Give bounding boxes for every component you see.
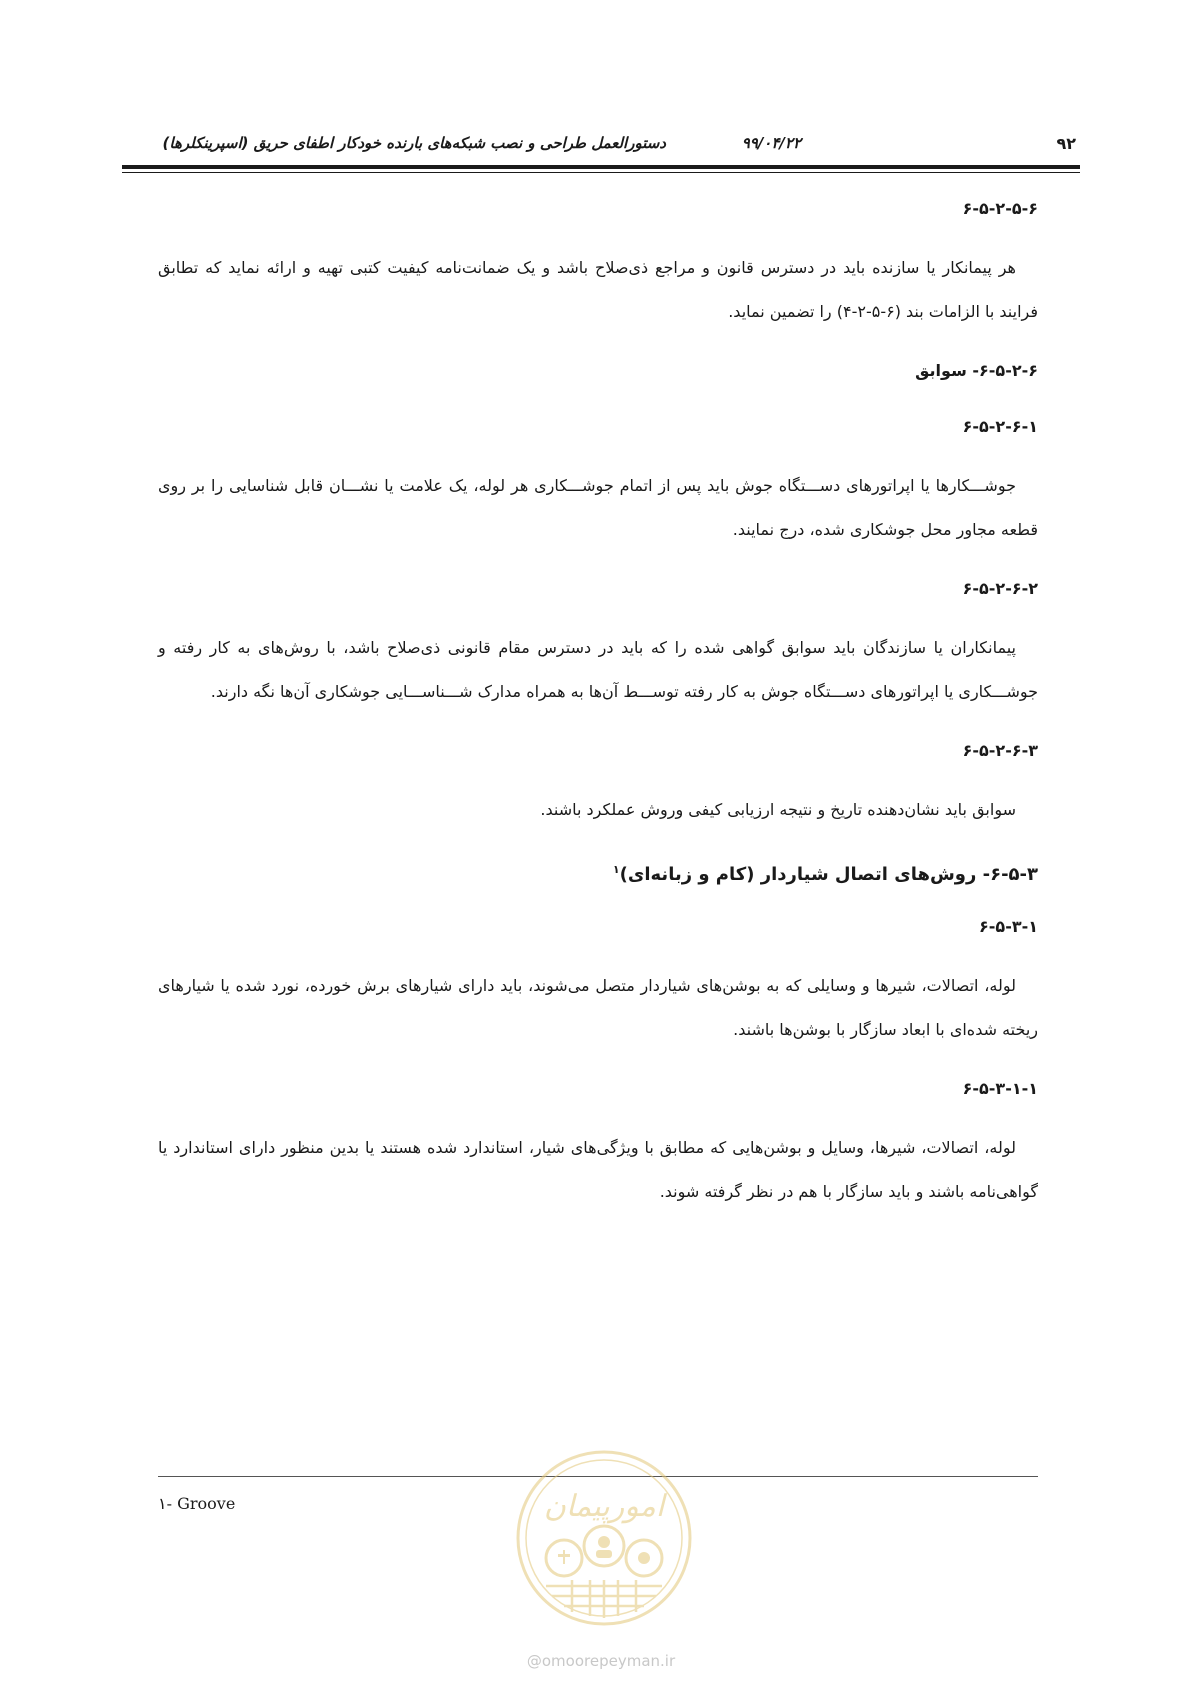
- page-body: [158, 196, 1038, 1238]
- section-number: ۶-۵-۲-۶-۳: [962, 741, 1038, 760]
- watermark-url: @omoorepeyman.ir: [526, 1652, 676, 1670]
- paragraph: لوله، اتصالات، شیرها و وسایلی که به بوشن‌های شیاردار متصل می‌شوند، باید دارای شیارهای برش خورده، نورد شده یا شیارهای ریخته شده‌ای با ابعاد سازگار با بوشن‌ها باشند.: [158, 976, 1038, 1039]
- header-title: دستورالعمل طراحی و نصب شبکه‌های بارنده خودکار اطفای حریق (اسپرینکلرها): [162, 134, 666, 152]
- section-number: ۶-۵-۲-۵-۶: [962, 199, 1038, 218]
- header-rule-thin: [122, 172, 1080, 173]
- section-heading: ۶-۵-۲-۶- سوابق: [915, 361, 1038, 380]
- header-rule-thick: [122, 165, 1080, 169]
- page-number: ۹۲: [1056, 134, 1076, 153]
- paragraph: لوله، اتصالات، شیرها، وسایل و بوشن‌هایی که مطابق با ویژگی‌های شیار، استاندارد شده هستند یا بدین منظور دارای استاندارد یا گواهی‌نامه باشند و باید سازگار با هم در نظر گرفته شوند.: [158, 1138, 1038, 1201]
- footnote-marker: ۱: [612, 863, 620, 876]
- section-heading-text: ۶-۵-۳- روش‌های اتصال شیاردار (کام و زبانه‌ای): [619, 864, 1038, 885]
- watermark-logo-icon: [512, 1446, 696, 1630]
- section-number: ۶-۵-۲-۶-۱: [962, 417, 1038, 436]
- section-number: ۶-۵-۲-۶-۲: [962, 579, 1038, 598]
- section-number: ۶-۵-۳-۱-۱: [962, 1079, 1038, 1098]
- page-header: [128, 128, 1076, 158]
- paragraph: سوابق باید نشان‌دهنده تاریخ و نتیجه ارزیابی کیفی وروش عملکرد باشند.: [540, 800, 1016, 819]
- footnote: ۱- Groove: [158, 1494, 236, 1513]
- watermark-logo-text: امورپیمان: [543, 1489, 665, 1524]
- paragraph: جوشـــکارها یا اپراتورهای دســـتگاه جوش باید پس از اتمام جوشـــکاری هر لوله، یک علامت یا نشـــان قابل شناسایی را بر روی قطعه مجاور محل جوشکاری شده، درج نمایند.: [158, 476, 1038, 539]
- paragraph: پیمانکاران یا سازندگان باید سوابق گواهی شده را که باید در دسترس مقام قانونی ذی‌صلاح باشد، با روش‌های به کار رفته و جوشـــکاری یا اپراتورهای دســـتگاه جوش به کار رفته توســـط آن‌ها به همراه مدارک شـــناســـایی جوشکاری آن‌ها نگه دارند.: [158, 638, 1038, 701]
- section-heading: [158, 856, 1038, 884]
- header-date: ۹۹/۰۴/۲۲: [741, 134, 801, 152]
- paragraph: هر پیمانکار یا سازنده باید در دسترس قانون و مراجع ذی‌صلاح باشد و یک ضمانت‌نامه کیفیت کتبی تهیه و ارائه نماید که تطابق فرایند با الزامات بند (۶-۵-۲-۴) را تضمین نماید.: [158, 258, 1038, 321]
- section-number: ۶-۵-۳-۱: [979, 917, 1038, 936]
